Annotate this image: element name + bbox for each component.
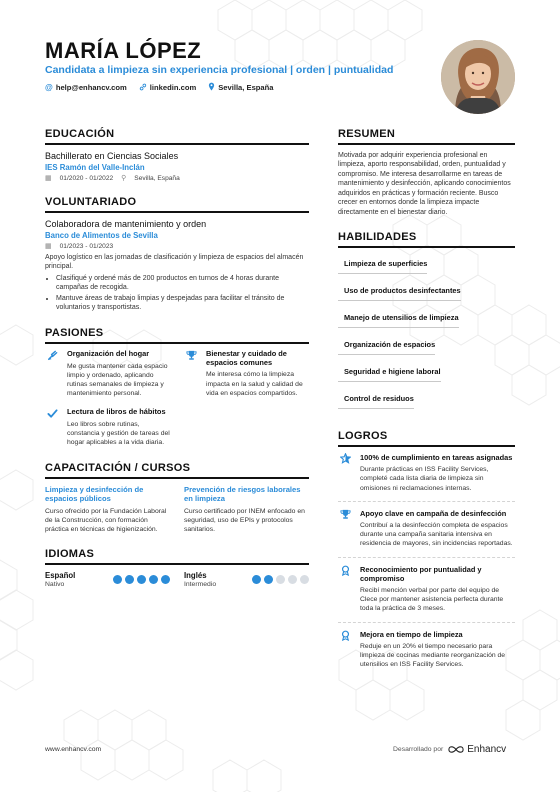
calendar-icon: ▦ [45,175,52,182]
enhancv-logo-icon [448,745,464,754]
course-title: Limpieza y desinfección de espacios públicos [45,484,144,504]
achievement-title: Reconocimiento por puntualidad y compromiso [360,564,482,583]
education-meta [45,174,309,182]
language-rating [252,575,309,584]
candidate-name: MARÍA LÓPEZ [45,38,202,63]
summary-section [338,128,515,217]
volunteer-role: Colaboradora de mantenimiento y orden [45,219,207,229]
volunteer-description: Apoyo logístico en las jornadas de clasificación y limpieza de espacios del almacén principal. [45,254,304,271]
broom-icon [45,350,59,399]
skill-tag: Seguridad e higiene laboral [338,362,441,382]
skills-list [338,254,515,416]
course-title: Prevención de riesgos laborales en limpieza [184,484,301,504]
training-grid [45,485,309,534]
degree: Bachillerato en Ciencias Sociales [45,151,179,161]
passion-item [45,408,170,447]
bullet-item: • Clasifiqué y ordené más de 200 productos en turnos de 4 horas durante campañas de recogida. [56,274,309,293]
medal-icon [338,630,352,670]
education-section [45,128,309,182]
footer-website[interactable]: www.enhancv.com [45,746,102,753]
linkedin-text: linkedin.com [149,83,197,92]
passions-title: PASIONES [45,327,309,344]
link-icon [139,83,147,93]
achievements-title: LOGROS [338,430,515,447]
achievement-item [338,509,515,549]
at-icon: @ [45,83,53,92]
skill-tag: Control de residuos [338,389,414,409]
achievement-desc: Contribuí a la desinfección completa de espacios durante una campaña sanitaria intensiva en residencia de mayores, sin incidencias reportadas. [360,522,513,548]
calendar-icon: ▦ [45,243,52,250]
contact-email[interactable] [45,82,127,93]
rating-dot [113,575,122,584]
trophy-icon [184,350,198,399]
volunteer-meta [45,242,309,250]
summary-text: Motivada por adquirir experiencia profesional en limpieza, aporto responsabilidad, orden, puntualidad y compromiso. Me interesa desarrollarme en tareas de mantenimiento y desinfección, aplicando conocimientos adquiridos en prácticas y formación reciente. Busco crecer en entornos donde la limpieza impacte directamente en el bienestar diario. [338,152,511,216]
passion-desc: Me gusta mantener cada espacio limpio y ordenado, aplicando rutinas semanales de limpieza y mantenimiento personal. [67,362,168,398]
language-item [45,571,170,588]
location-pin-icon: ⚲ [121,175,127,182]
achievement-item [338,565,515,614]
achievement-title: 100% de cumplimiento en tareas asignadas [360,453,513,463]
skills-title: HABILIDADES [338,231,515,248]
education-title: EDUCACIÓN [45,128,309,145]
passion-item [184,350,309,399]
headline: Candidata a limpieza sin experiencia profesional | orden | puntualidad [45,64,394,76]
profile-photo [441,40,515,114]
location-pin-icon [208,82,215,93]
powered-by-label: Desarrollado por [393,746,444,753]
rating-dot [264,575,273,584]
location-text: Sevilla, España [218,83,274,92]
achievement-desc: Durante prácticas en ISS Facility Services, completé cada lista diaria de limpieza sin omisiones ni reclamaciones internas. [360,466,489,492]
divider [338,557,515,558]
languages-grid [45,571,309,588]
school: IES Ramón del Valle-Inclán [45,163,145,172]
star-icon [338,453,352,493]
contact-linkedin[interactable] [139,82,196,93]
achievement-title: Mejora en tiempo de limpieza [360,629,463,639]
achievement-desc: Reduje en un 20% el tiempo necesario para limpieza de cocinas mediante reorganización de utensilios en ISS Facility Services. [360,642,506,669]
rating-dot [276,575,285,584]
bullet-item: • Mantuve áreas de trabajo limpias y despejadas para facilitar el tránsito de voluntarios y transportistas. [56,294,309,313]
check-icon [45,408,59,447]
contact-row [45,82,274,93]
passion-title: Organización del hogar [67,348,150,358]
achievement-item [338,453,515,493]
volunteer-dates: 01/2023 - 01/2023 [59,242,114,250]
contact-location [208,82,273,93]
rating-dot [288,575,297,584]
language-name: Inglés [184,571,207,581]
summary-title: RESUMEN [338,128,515,145]
volunteer-bullets [45,274,309,313]
passion-title: Bienestar y cuidado de espacios comunes [206,348,287,367]
rating-dot [300,575,309,584]
volunteer-title: VOLUNTARIADO [45,196,309,213]
language-rating [113,575,170,584]
passions-section [45,327,309,448]
course-desc: Curso certificado por INEM enfocado en seguridad, uso de EPIs y protocolos sanitarios. [184,507,305,533]
divider [338,622,515,623]
language-name: Español [45,571,76,581]
languages-section [45,548,309,588]
achievement-item [338,630,515,670]
passion-title: Lectura de libros de hábitos [67,407,166,417]
education-dates: 01/2020 - 01/2022 [59,174,114,182]
rating-dot [161,575,170,584]
language-level: Intermedio [184,581,217,589]
language-level: Nativo [45,581,65,589]
achievement-title: Apoyo clave en campaña de desinfección [360,508,507,518]
volunteer-section [45,196,309,313]
medal-icon [338,565,352,614]
rating-dot [125,575,134,584]
language-item [184,571,309,588]
footer-branding [393,744,506,755]
passion-item [45,350,170,399]
achievements-section [338,430,515,669]
skill-tag: Manejo de utensilios de limpieza [338,308,459,328]
skill-tag: Organización de espacios [338,335,435,355]
skills-section [338,231,515,416]
training-title: CAPACITACIÓN / CURSOS [45,462,309,479]
trophy-icon [338,509,352,549]
training-section [45,462,309,534]
achievement-desc: Recibí mención verbal por parte del equipo de Clece por mantener asistencia perfecta durante toda la práctica de 3 meses. [360,587,504,613]
right-column [338,128,515,683]
brand-text: Enhancv [467,744,507,755]
email-text: help@enhancv.com [55,83,127,92]
course-desc: Curso ofrecido por la Fundación Laboral de la Construcción, con formación práctica en técnicas de higienización. [45,507,167,533]
rating-dot [252,575,261,584]
passions-grid [45,350,309,448]
rating-dot [149,575,158,584]
enhancv-logo[interactable] [448,744,506,755]
rating-dot [137,575,146,584]
skill-tag: Uso de productos desinfectantes [338,281,461,301]
passion-desc: Leo libros sobre rutinas, constancia y gestión de tareas del hogar aplicables a la vida diaria. [67,421,170,447]
divider [338,501,515,502]
left-column [45,128,309,602]
passion-desc: Me interesa cómo la limpieza impacta en la salud y calidad de vida en espacios compartidos. [206,371,303,397]
education-location: Sevilla, España [134,174,180,182]
course-item [45,485,170,534]
languages-title: IDIOMAS [45,548,309,565]
course-item [184,485,309,534]
volunteer-org: Banco de Alimentos de Sevilla [45,231,158,240]
skill-tag: Limpieza de superficies [338,254,427,274]
